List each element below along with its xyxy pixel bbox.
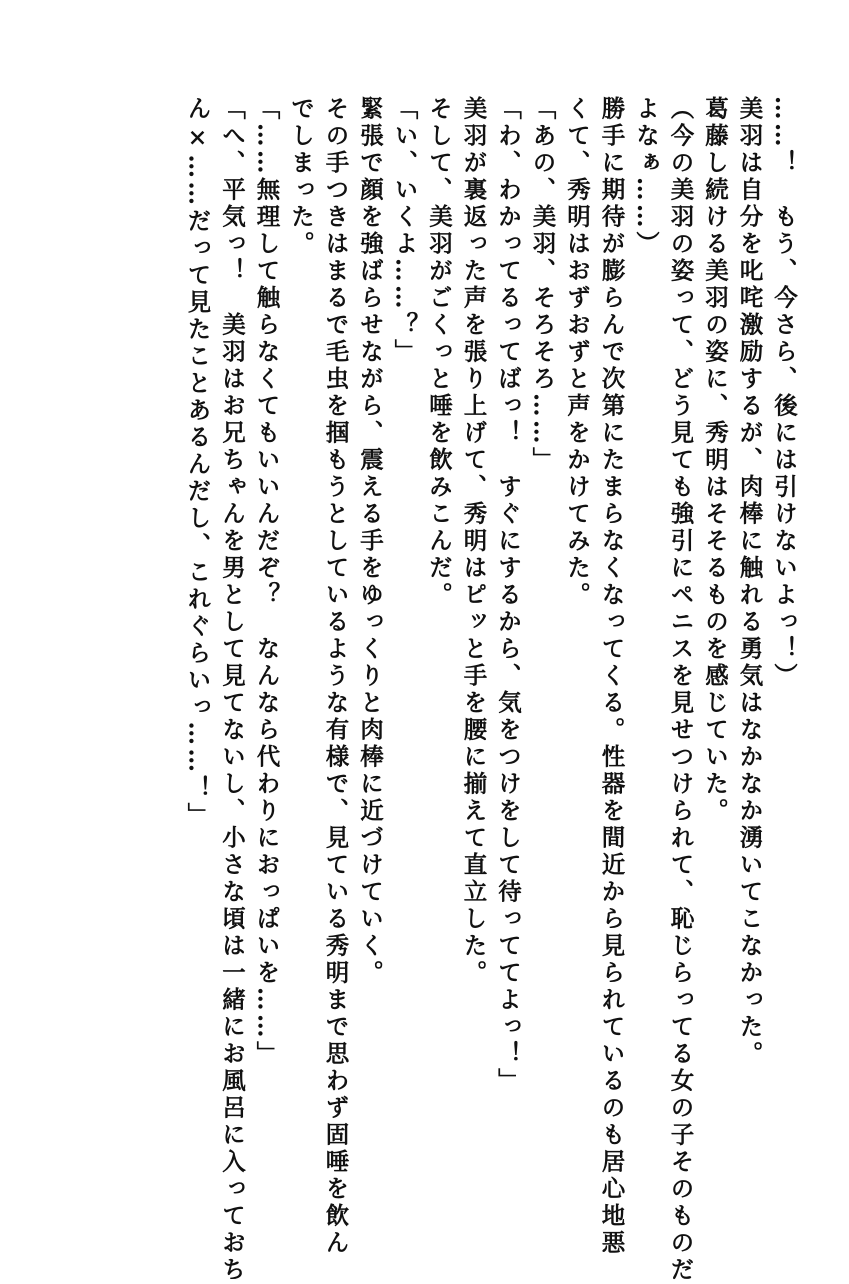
text-line: 「へ、平気っ！ 美羽はお兄ちゃんを男として見てないし、小さな頃は一緒にお風呂に入っておち xyxy=(218,96,246,1284)
text-line: 美羽が裏返った声を張り上げて、秀明はピッと手を腰に揃えて直立した。 xyxy=(459,96,488,987)
text-line: 「あの、美羽、そろそろ……」 xyxy=(528,96,557,474)
text-line: その手つきはまるで毛虫を掴もうとしているような有様で、見ている秀明まで思わず固唾を飲ん xyxy=(321,96,350,1257)
text-line: ……！ もう、今さら、後には引けないよっ！） xyxy=(770,96,798,690)
text-line: くて、秀明はおずおずと声をかけてみた。 xyxy=(563,96,591,609)
text-line: 緊張で顔を強ばらせながら、震える手をゆっくりと肉棒に近づけていく。 xyxy=(356,96,384,987)
vertical-text-body xyxy=(51,96,801,1284)
text-line: 「わ、わかってるってばっ！ すぐにするから、気をつけをして待っててよっ！」 xyxy=(494,96,522,1095)
text-line: 葛藤し続ける美羽の姿に、秀明はそそるものを感じていた。 xyxy=(701,96,729,825)
text-line: でしまった。 xyxy=(287,96,315,258)
text-line: そして、美羽がごくっと唾を飲みこんだ。 xyxy=(425,96,453,609)
text-line: 勝手に期待が膨らんで次第にたまらなくなってくる。性器を間近から見られているのも居心地悪 xyxy=(597,96,626,1257)
text-line: 美羽は自分を叱咤激励するが、肉棒に触れる勇気はなかなか湧いてこなかった。 xyxy=(735,96,764,1068)
text-line: よなぁ……） xyxy=(632,96,660,258)
text-line: 「……無理して触らなくてもいいんだぞ？ なんなら代わりにおっぱいを……」 xyxy=(252,96,281,1068)
text-line: 「い、いくよ……？」 xyxy=(390,96,419,366)
text-line: （今の美羽の姿って、どう見ても強引にペニスを見せつけられて、恥じらってる女の子そのものだ xyxy=(666,96,695,1284)
text-line: ん×……だって見たことあるんだし、これぐらいっ……！」 xyxy=(183,96,212,830)
